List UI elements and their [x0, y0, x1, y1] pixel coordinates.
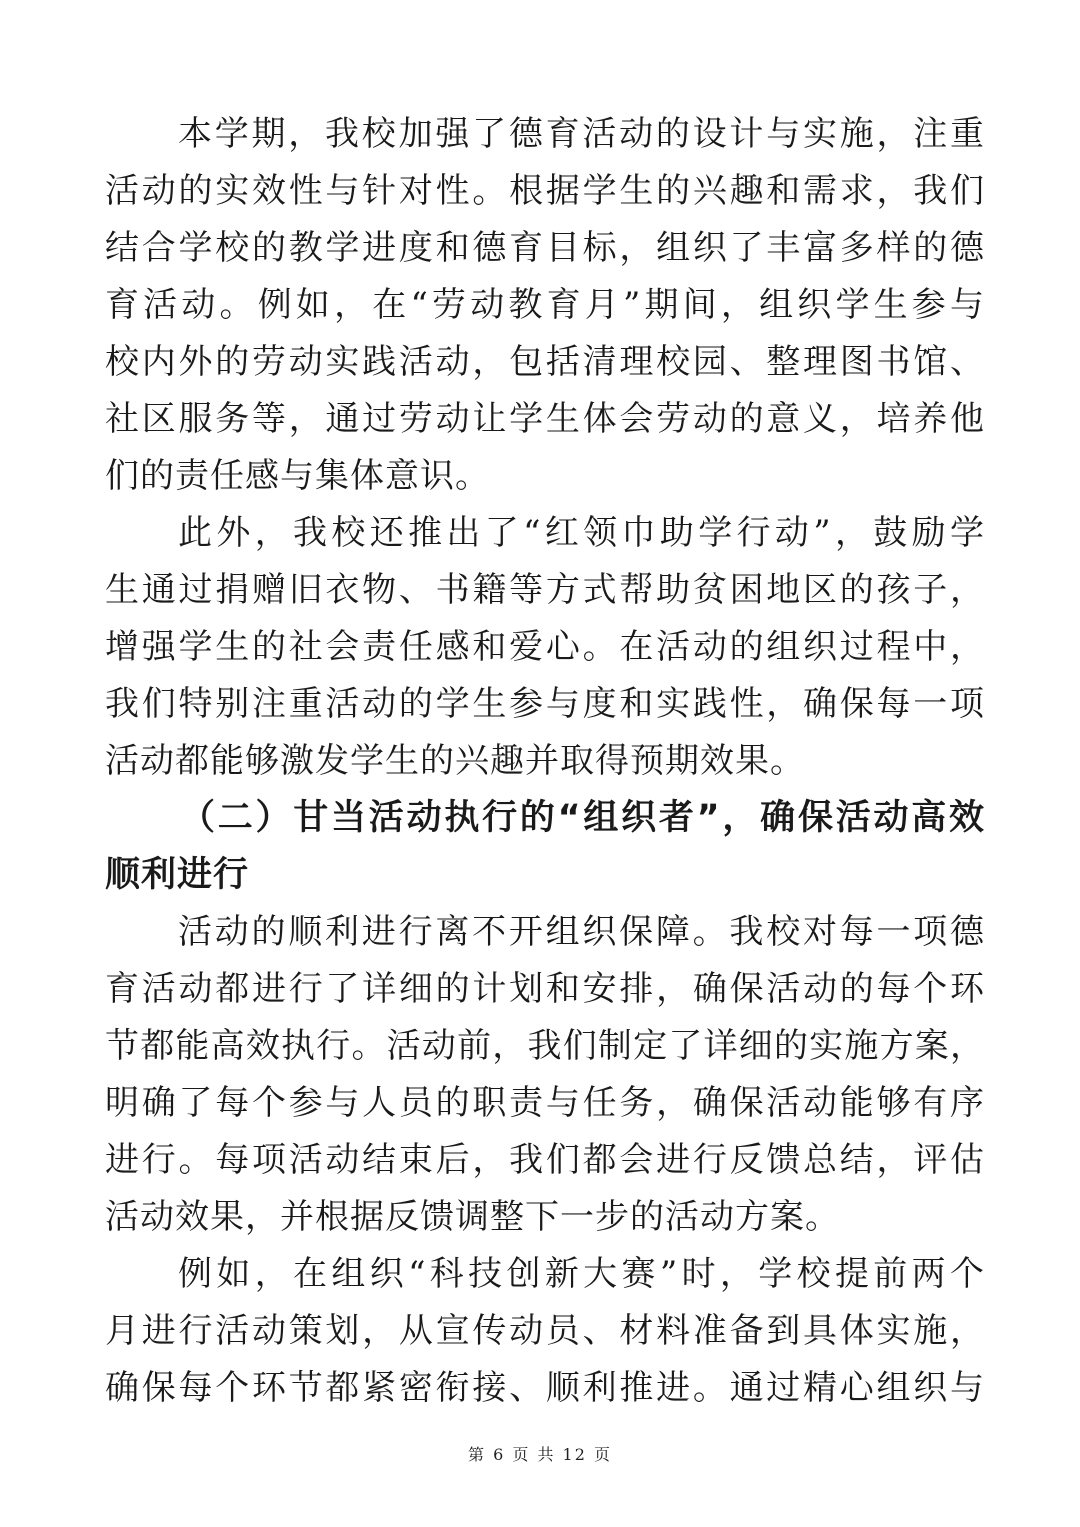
section-heading-continued: 顺利进行 — [105, 855, 250, 895]
paragraph-line: 校内外的劳动实践活动，包括清理校园、整理图书馆、 — [105, 342, 985, 382]
paragraph-line: 月进行活动策划，从宣传动员、材料准备到具体实施， — [105, 1311, 985, 1351]
paragraph-line: 节都能高效执行。活动前，我们制定了详细的实施方案， — [105, 1026, 985, 1066]
paragraph-line: 进行。每项活动结束后，我们都会进行反馈总结，评估 — [105, 1140, 985, 1180]
paragraph-line: 本学期，我校加强了德育活动的设计与实施，注重 — [178, 114, 985, 154]
paragraph-line: 育活动都进行了详细的计划和安排，确保活动的每个环 — [105, 969, 985, 1009]
section-heading: （二）甘当活动执行的“组织者”，确保活动高效 — [180, 798, 985, 838]
paragraph-line: 增强学生的社会责任感和爱心。在活动的组织过程中， — [105, 627, 985, 667]
paragraph-line: 活动效果，并根据反馈调整下一步的活动方案。 — [105, 1197, 840, 1237]
page-number-footer: 第 6 页 共 12 页 — [468, 1445, 612, 1464]
paragraph-line: 我们特别注重活动的学生参与度和实践性，确保每一项 — [105, 684, 985, 724]
paragraph-line: 例如，在组织“科技创新大赛”时，学校提前两个 — [178, 1254, 985, 1294]
paragraph-line: 活动都能够激发学生的兴趣并取得预期效果。 — [105, 741, 805, 781]
paragraph-line: 生通过捐赠旧衣物、书籍等方式帮助贫困地区的孩子， — [105, 570, 985, 610]
paragraph-line: 明确了每个参与人员的职责与任务，确保活动能够有序 — [105, 1083, 985, 1123]
paragraph-line: 确保每个环节都紧密衔接、顺利推进。通过精心组织与 — [105, 1368, 985, 1408]
paragraph-line: 活动的实效性与针对性。根据学生的兴趣和需求，我们 — [105, 171, 985, 211]
paragraph-line: 们的责任感与集体意识。 — [105, 456, 490, 496]
paragraph-line: 活动的顺利进行离不开组织保障。我校对每一项德 — [178, 912, 985, 952]
paragraph-line: 结合学校的教学进度和德育目标，组织了丰富多样的德 — [105, 228, 985, 268]
paragraph-line: 此外，我校还推出了“红领巾助学行动”，鼓励学 — [178, 513, 985, 553]
paragraph-line: 社区服务等，通过劳动让学生体会劳动的意义，培养他 — [105, 399, 985, 439]
paragraph-line: 育活动。例如，在“劳动教育月”期间，组织学生参与 — [105, 285, 985, 325]
